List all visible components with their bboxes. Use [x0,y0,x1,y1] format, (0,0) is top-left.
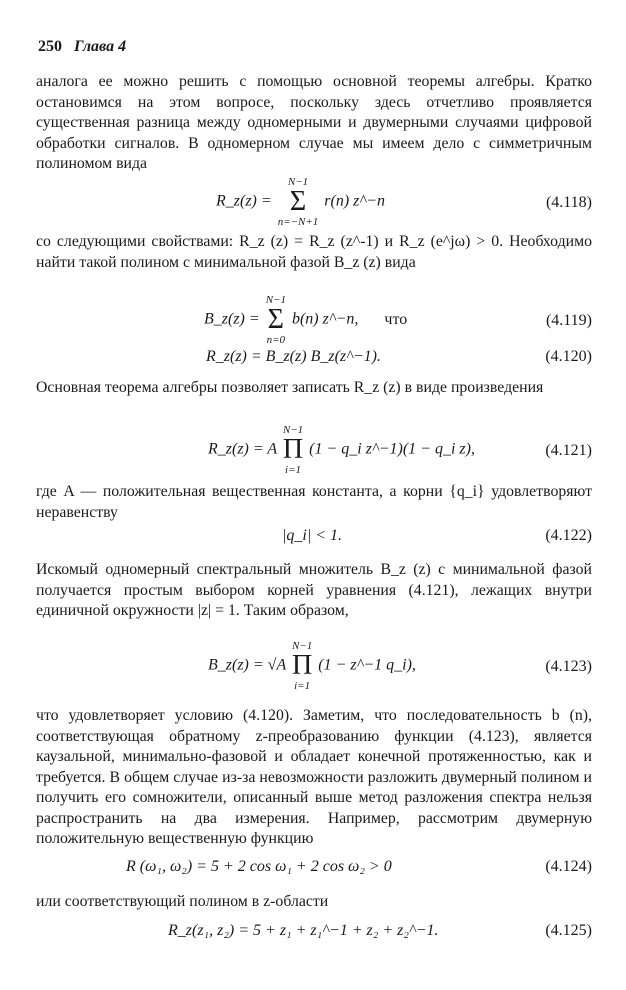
eq121-upper: N−1 [282,424,304,436]
eq121-lower: i=1 [285,464,301,476]
eq119-number: (4.119) [545,312,592,329]
eq121-lhs: R_z(z) = A [208,440,277,458]
eq120-body: R_z(z) = B_z(z) B_z(z^−1). [206,348,381,365]
paragraph-2: со следующими свойствами: R_z (z) = R_z (z^-1) и R_z (e^jω) > 0. Необходимо найти такой полином с минимальной фазой B_z (z) вида [36,233,592,271]
equation-4-123 [36,640,592,692]
eq118-lhs: R_z(z) = [216,192,272,210]
equation-4-119 [36,294,592,344]
eq119-rhs: b(n) z^−n, [291,310,359,328]
eq121-product-sign: Π [282,434,304,465]
eq125-body: R_z(z₁, z₂) = 5 + z₁ + z₁^−1 + z₂ + z₂^−1. [168,922,439,939]
paragraph-5: Искомый одномерный спектральный множитель B_z (z) с минимальной фазой получается простым выбором корней уравнения (4.121), лежащих внутри единичной окружности |z| = 1. Таким образом, [36,561,592,619]
eq118-lower: n=−N+1 [277,216,319,228]
eq119-word: что [384,310,408,328]
paragraph-3: Основная теорема алгебры позволяет записать R_z (z) в виде произведения [36,379,544,396]
eq118-upper: N−1 [287,176,309,188]
eq119-upper: N−1 [265,294,286,306]
eq123-lower: i=1 [294,680,311,692]
eq123-number: (4.123) [545,658,592,675]
eq123-rhs: (1 − z^−1 q_i), [318,656,416,674]
eq120-number: (4.120) [545,348,592,365]
eq118-rhs: r(n) z^−n [324,192,385,210]
eq123-upper: N−1 [291,640,313,652]
equation-4-124 [36,858,592,880]
equation-4-121 [36,424,592,476]
eq119-sum-sign: Σ [267,304,284,335]
paragraph-6: что удовлетворяет условию (4.120). Заметим, что последовательность b (n), соответствующая обратному z-преобразованию функции (4.123), является каузальной, минимально-фазовой и обладает конечной протяженностью, как и требуется. В общем случае из-за невозможности разложить двумерный полином и получить его сомножители, описанный выше метод разложения спектра нельзя распространить на два измерения. Например, рассмотрим двумерную положительную вещественную функцию [36,707,592,847]
eq121-number: (4.121) [545,442,592,459]
eq123-lhs: B_z(z) = √A [208,656,286,674]
eq118-sum-sign: Σ [289,186,307,217]
equation-4-122 [36,527,592,549]
eq118-number: (4.118) [545,194,592,211]
paragraph-4: где A — положительная вещественная константа, а корни {q_i} удовлетворяют неравенству [36,483,592,521]
page-number: 250 [38,38,62,55]
eq125-number: (4.125) [545,922,592,939]
eq122-number: (4.122) [545,527,592,544]
eq122-body: |q_i| < 1. [282,527,343,544]
paragraph-1: аналога ее можно решить с помощью основной теоремы алгебры. Кратко остановимся на этом вопросе, поскольку здесь отчетливо проявляется существенная разница между одномерными и двумерными случаями цифровой обработки сигналов. В одномерном случае мы имеем дело с симметричным полиномом вида [36,73,592,172]
eq124-number: (4.124) [545,858,592,875]
eq123-product-sign: Π [291,650,313,681]
eq121-rhs: (1 − q_i z^−1)(1 − q_i z), [309,440,475,458]
paragraph-7: или соответствующий полином в z-области [36,893,329,910]
equation-4-118 [36,176,592,226]
eq119-lower: n=0 [266,334,286,346]
eq119-lhs: B_z(z) = [204,310,260,328]
equation-4-120 [36,348,592,370]
page-header [38,38,126,56]
equation-4-125 [36,922,592,946]
chapter-title: Глава 4 [74,38,127,55]
eq124-body: R (ω₁, ω₂) = 5 + 2 cos ω₁ + 2 cos ω₂ > 0 [126,858,392,875]
